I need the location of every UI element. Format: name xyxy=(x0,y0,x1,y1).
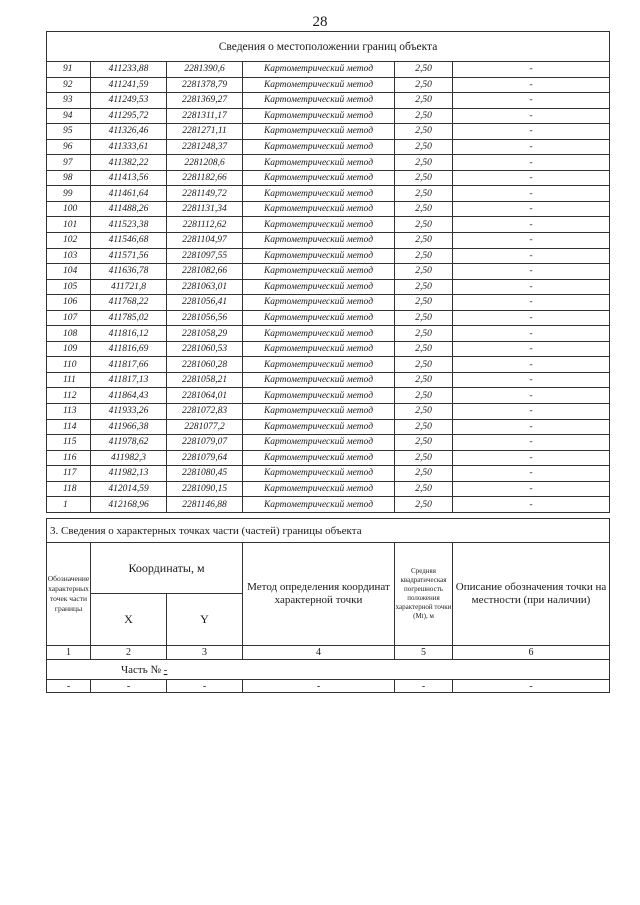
mean-error-cell: 2,50 xyxy=(395,201,453,217)
description-cell: - xyxy=(453,419,610,435)
table-row xyxy=(47,295,610,311)
coord-x-cell: 411233,88 xyxy=(91,62,167,78)
empty-cell: - xyxy=(453,680,610,693)
table-row xyxy=(47,108,610,124)
coord-x-cell: 411817,13 xyxy=(91,372,167,388)
mean-error-cell: 2,50 xyxy=(395,466,453,482)
description-cell: - xyxy=(453,279,610,295)
point-number-cell: 97 xyxy=(47,155,91,171)
table-row xyxy=(47,341,610,357)
method-cell: Картометрический метод xyxy=(243,155,395,171)
table-row xyxy=(47,186,610,202)
mean-error-cell: 2,50 xyxy=(395,419,453,435)
point-number-cell: 100 xyxy=(47,201,91,217)
method-cell: Картометрический метод xyxy=(243,170,395,186)
table-row xyxy=(47,93,610,109)
table-row xyxy=(47,201,610,217)
coord-y-cell: 2281149,72 xyxy=(167,186,243,202)
point-number-cell: 95 xyxy=(47,124,91,140)
coord-y-cell: 2281058,29 xyxy=(167,326,243,342)
description-cell: - xyxy=(453,217,610,233)
method-cell: Картометрический метод xyxy=(243,404,395,420)
point-number-cell: 91 xyxy=(47,62,91,78)
point-number-cell: 115 xyxy=(47,435,91,451)
table-row xyxy=(47,372,610,388)
boundary-coordinates-table xyxy=(46,31,610,513)
table-row xyxy=(47,233,610,249)
coord-y-cell: 2281112,62 xyxy=(167,217,243,233)
description-cell: - xyxy=(453,481,610,497)
coord-x-cell: 411864,43 xyxy=(91,388,167,404)
point-number-cell: 108 xyxy=(47,326,91,342)
method-cell: Картометрический метод xyxy=(243,419,395,435)
table-row xyxy=(47,404,610,420)
coord-y-cell: 2281271,11 xyxy=(167,124,243,140)
point-number-cell: 98 xyxy=(47,170,91,186)
coord-x-cell: 411333,61 xyxy=(91,139,167,155)
coord-x-cell: 411785,02 xyxy=(91,310,167,326)
coord-x-cell: 411982,3 xyxy=(91,450,167,466)
mean-error-cell: 2,50 xyxy=(395,279,453,295)
coord-y-cell: 2281063,01 xyxy=(167,279,243,295)
coord-y-cell: 2281082,66 xyxy=(167,264,243,280)
mean-error-cell: 2,50 xyxy=(395,357,453,373)
description-cell: - xyxy=(453,248,610,264)
method-cell: Картометрический метод xyxy=(243,481,395,497)
description-cell: - xyxy=(453,388,610,404)
point-number-cell: 118 xyxy=(47,481,91,497)
method-cell: Картометрический метод xyxy=(243,248,395,264)
empty-cell: - xyxy=(395,680,453,693)
method-cell: Картометрический метод xyxy=(243,279,395,295)
point-number-cell: 106 xyxy=(47,295,91,311)
coord-y-cell: 2281090,15 xyxy=(167,481,243,497)
mean-error-cell: 2,50 xyxy=(395,248,453,264)
column-number: 2 xyxy=(91,646,167,660)
point-number-cell: 104 xyxy=(47,264,91,280)
point-number-cell: 102 xyxy=(47,233,91,249)
method-cell: Картометрический метод xyxy=(243,264,395,280)
coord-x-cell: 411382,22 xyxy=(91,155,167,171)
coord-x-cell: 411241,59 xyxy=(91,77,167,93)
coord-x-cell: 412168,96 xyxy=(91,497,167,513)
mean-error-cell: 2,50 xyxy=(395,139,453,155)
method-cell: Картометрический метод xyxy=(243,295,395,311)
method-cell: Картометрический метод xyxy=(243,77,395,93)
description-cell: - xyxy=(453,372,610,388)
empty-cell: - xyxy=(243,680,395,693)
table-row xyxy=(47,77,610,93)
page-number: 28 xyxy=(312,14,328,30)
column-number: 6 xyxy=(453,646,610,660)
mean-error-cell: 2,50 xyxy=(395,481,453,497)
coord-y-cell: 2281060,53 xyxy=(167,341,243,357)
coord-x-cell: 411817,66 xyxy=(91,357,167,373)
coord-y-cell: 2281146,88 xyxy=(167,497,243,513)
coord-x-cell: 411571,56 xyxy=(91,248,167,264)
coord-y-cell: 2281056,41 xyxy=(167,295,243,311)
description-cell: - xyxy=(453,155,610,171)
method-cell: Картометрический метод xyxy=(243,124,395,140)
method-cell: Картометрический метод xyxy=(243,139,395,155)
coord-x-cell: 411546,68 xyxy=(91,233,167,249)
coord-x-cell: 411978,62 xyxy=(91,435,167,451)
method-cell: Картометрический метод xyxy=(243,186,395,202)
coord-x-cell: 411523,38 xyxy=(91,217,167,233)
method-cell: Картометрический метод xyxy=(243,201,395,217)
description-cell: - xyxy=(453,404,610,420)
coord-x-cell: 411816,69 xyxy=(91,341,167,357)
coord-y-cell: 2281077,2 xyxy=(167,419,243,435)
header-method: Метод определения координат характерной точки xyxy=(243,543,395,646)
description-cell: - xyxy=(453,264,610,280)
mean-error-cell: 2,50 xyxy=(395,124,453,140)
section-title: Сведения о местоположении границ объекта xyxy=(47,32,610,62)
description-cell: - xyxy=(453,108,610,124)
table-row xyxy=(47,466,610,482)
coord-y-cell: 2281097,55 xyxy=(167,248,243,264)
description-cell: - xyxy=(453,233,610,249)
point-number-cell: 117 xyxy=(47,466,91,482)
coord-y-cell: 2281131,34 xyxy=(167,201,243,217)
point-number-cell: 94 xyxy=(47,108,91,124)
coord-y-cell: 2281080,45 xyxy=(167,466,243,482)
table-row xyxy=(47,264,610,280)
header-point-designation: Обозначение характерных точек части границы xyxy=(47,543,91,646)
method-cell: Картометрический метод xyxy=(243,372,395,388)
coord-y-cell: 2281079,64 xyxy=(167,450,243,466)
mean-error-cell: 2,50 xyxy=(395,310,453,326)
mean-error-cell: 2,50 xyxy=(395,326,453,342)
point-number-cell: 96 xyxy=(47,139,91,155)
table-row xyxy=(47,450,610,466)
point-number-cell: 92 xyxy=(47,77,91,93)
mean-error-cell: 2,50 xyxy=(395,77,453,93)
description-cell: - xyxy=(453,466,610,482)
point-number-cell: 99 xyxy=(47,186,91,202)
coord-y-cell: 2281056,56 xyxy=(167,310,243,326)
method-cell: Картометрический метод xyxy=(243,217,395,233)
column-number: 3 xyxy=(167,646,243,660)
point-number-cell: 93 xyxy=(47,93,91,109)
column-number: 4 xyxy=(243,646,395,660)
method-cell: Картометрический метод xyxy=(243,466,395,482)
part-section-title: 3. Сведения о характерных точках части (частей) границы объекта xyxy=(47,519,610,543)
mean-error-cell: 2,50 xyxy=(395,295,453,311)
table-row xyxy=(47,248,610,264)
empty-cell: - xyxy=(167,680,243,693)
method-cell: Картометрический метод xyxy=(243,450,395,466)
coord-x-cell: 411413,56 xyxy=(91,170,167,186)
coord-y-cell: 2281060,28 xyxy=(167,357,243,373)
table-row xyxy=(47,419,610,435)
coord-y-cell: 2281390,6 xyxy=(167,62,243,78)
mean-error-cell: 2,50 xyxy=(395,93,453,109)
description-cell: - xyxy=(453,341,610,357)
coord-y-cell: 2281064,01 xyxy=(167,388,243,404)
method-cell: Картометрический метод xyxy=(243,341,395,357)
description-cell: - xyxy=(453,497,610,513)
mean-error-cell: 2,50 xyxy=(395,497,453,513)
coord-x-cell: 411982,13 xyxy=(91,466,167,482)
point-number-cell: 109 xyxy=(47,341,91,357)
table-row xyxy=(47,62,610,78)
point-number-cell: 116 xyxy=(47,450,91,466)
mean-error-cell: 2,50 xyxy=(395,435,453,451)
coord-y-cell: 2281072,83 xyxy=(167,404,243,420)
table-row xyxy=(47,435,610,451)
point-number-cell: 105 xyxy=(47,279,91,295)
coord-y-cell: 2281104,97 xyxy=(167,233,243,249)
description-cell: - xyxy=(453,186,610,202)
coord-y-cell: 2281208,6 xyxy=(167,155,243,171)
description-cell: - xyxy=(453,93,610,109)
coord-x-cell: 412014,59 xyxy=(91,481,167,497)
coord-x-cell: 411249,53 xyxy=(91,93,167,109)
header-mean-error: Средняя квадратическая погрешность положения характерной точки (Мt), м xyxy=(395,543,453,646)
coord-x-cell: 411768,22 xyxy=(91,295,167,311)
mean-error-cell: 2,50 xyxy=(395,108,453,124)
description-cell: - xyxy=(453,310,610,326)
point-number-cell: 110 xyxy=(47,357,91,373)
header-coordinates: Координаты, м xyxy=(91,543,243,594)
point-number-cell: 1 xyxy=(47,497,91,513)
coord-y-cell: 2281182,66 xyxy=(167,170,243,186)
empty-cell: - xyxy=(91,680,167,693)
mean-error-cell: 2,50 xyxy=(395,264,453,280)
point-number-cell: 107 xyxy=(47,310,91,326)
table-row xyxy=(47,139,610,155)
part-number: - xyxy=(163,663,168,676)
description-cell: - xyxy=(453,201,610,217)
mean-error-cell: 2,50 xyxy=(395,62,453,78)
method-cell: Картометрический метод xyxy=(243,497,395,513)
point-number-cell: 111 xyxy=(47,372,91,388)
description-cell: - xyxy=(453,139,610,155)
part-label-cell xyxy=(47,660,610,680)
coord-y-cell: 2281079,07 xyxy=(167,435,243,451)
mean-error-cell: 2,50 xyxy=(395,186,453,202)
coord-y-cell: 2281311,17 xyxy=(167,108,243,124)
point-number-cell: 103 xyxy=(47,248,91,264)
header-y: Y xyxy=(167,594,243,646)
method-cell: Картометрический метод xyxy=(243,435,395,451)
table-row xyxy=(47,170,610,186)
description-cell: - xyxy=(453,435,610,451)
table-row xyxy=(47,497,610,513)
description-cell: - xyxy=(453,295,610,311)
coord-x-cell: 411816,12 xyxy=(91,326,167,342)
table-row xyxy=(47,279,610,295)
description-cell: - xyxy=(453,357,610,373)
point-number-cell: 114 xyxy=(47,419,91,435)
description-cell: - xyxy=(453,77,610,93)
method-cell: Картометрический метод xyxy=(243,233,395,249)
coord-x-cell: 411721,8 xyxy=(91,279,167,295)
table-row xyxy=(47,481,610,497)
method-cell: Картометрический метод xyxy=(243,93,395,109)
coord-y-cell: 2281378,79 xyxy=(167,77,243,93)
method-cell: Картометрический метод xyxy=(243,326,395,342)
coord-x-cell: 411966,38 xyxy=(91,419,167,435)
coord-x-cell: 411295,72 xyxy=(91,108,167,124)
coord-x-cell: 411636,78 xyxy=(91,264,167,280)
mean-error-cell: 2,50 xyxy=(395,217,453,233)
mean-error-cell: 2,50 xyxy=(395,450,453,466)
empty-cell: - xyxy=(47,680,91,693)
table-row xyxy=(47,326,610,342)
part-label: Часть № xyxy=(121,663,161,676)
coord-x-cell: 411933,26 xyxy=(91,404,167,420)
description-cell: - xyxy=(453,450,610,466)
mean-error-cell: 2,50 xyxy=(395,372,453,388)
table-row xyxy=(47,155,610,171)
coord-x-cell: 411488,26 xyxy=(91,201,167,217)
section-header-row xyxy=(47,32,610,62)
table-row xyxy=(47,357,610,373)
coord-y-cell: 2281058,21 xyxy=(167,372,243,388)
coord-y-cell: 2281369,27 xyxy=(167,93,243,109)
coord-x-cell: 411461,64 xyxy=(91,186,167,202)
description-cell: - xyxy=(453,326,610,342)
method-cell: Картометрический метод xyxy=(243,388,395,404)
table-row xyxy=(47,217,610,233)
mean-error-cell: 2,50 xyxy=(395,404,453,420)
point-number-cell: 112 xyxy=(47,388,91,404)
method-cell: Картометрический метод xyxy=(243,310,395,326)
point-number-cell: 113 xyxy=(47,404,91,420)
point-number-cell: 101 xyxy=(47,217,91,233)
table-row xyxy=(47,310,610,326)
coord-y-cell: 2281248,37 xyxy=(167,139,243,155)
method-cell: Картометрический метод xyxy=(243,62,395,78)
mean-error-cell: 2,50 xyxy=(395,388,453,404)
mean-error-cell: 2,50 xyxy=(395,170,453,186)
column-number: 5 xyxy=(395,646,453,660)
mean-error-cell: 2,50 xyxy=(395,233,453,249)
method-cell: Картометрический метод xyxy=(243,108,395,124)
method-cell: Картометрический метод xyxy=(243,357,395,373)
header-description: Описание обозначения точки на местности (при наличии) xyxy=(453,543,610,646)
header-x: X xyxy=(91,594,167,646)
description-cell: - xyxy=(453,170,610,186)
description-cell: - xyxy=(453,124,610,140)
mean-error-cell: 2,50 xyxy=(395,155,453,171)
table-row xyxy=(47,388,610,404)
column-number: 1 xyxy=(47,646,91,660)
description-cell: - xyxy=(453,62,610,78)
part-points-table xyxy=(46,518,610,693)
mean-error-cell: 2,50 xyxy=(395,341,453,357)
coord-x-cell: 411326,46 xyxy=(91,124,167,140)
table-row xyxy=(47,124,610,140)
